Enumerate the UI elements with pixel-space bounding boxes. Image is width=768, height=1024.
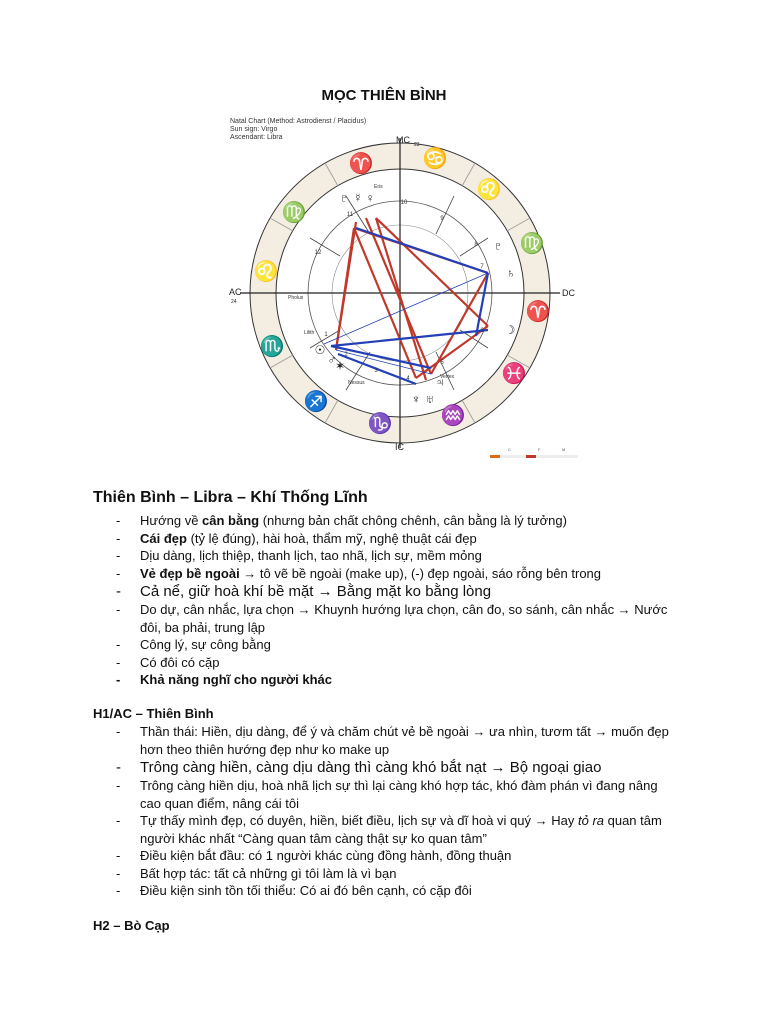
list-item: - Khả năng nghĩ cho người khác [0,671,680,689]
list-item: - Bất hợp tác: tất cả những gì tôi làm là vì bạn [0,865,680,883]
nessus-label: Nessus [348,380,365,386]
list-item: - Công lý, sự công bằng [0,636,680,654]
house-number: 6 [480,328,484,334]
lilith-label: Lilith [304,330,315,336]
house-number: 10 [400,200,408,206]
list-item: - Điều kiện sinh tồn tối thiểu: Có ai đó bên cạnh, có cặp đôi [0,882,680,900]
chart-meta-line: Ascendant: Libra [230,134,283,141]
chart-legend [490,447,578,458]
moon-glyph: ☽ [504,323,516,337]
list-item: - Hướng về cân bằng (nhưng bản chất chông chênh, cân bằng là lý tưởng) [0,512,680,530]
scorpio-glyph: ♏ [259,336,285,358]
house-number: 1 [324,332,328,338]
mercury-glyph: ☿ [353,191,363,205]
virgo2-glyph: ♍ [281,202,307,224]
libra-heading: Thiên Bình – Libra – Khí Thống Lĩnh [93,489,368,506]
legend-letter: C [508,447,511,452]
list-item: - Cái đẹp (tỷ lệ đúng), hài hoà, thẩm mỹ, nghệ thuật cái đẹp [0,530,680,548]
ac-degree: 24 [231,299,237,305]
capricorn-glyph: ♑ [367,413,393,435]
page-title: MỌC THIÊN BÌNH [321,87,447,104]
venus-glyph: ♀ [365,191,375,205]
ac-label: AC [229,287,242,297]
mars2-glyph: ♂ [327,353,337,367]
house-number: 11 [346,212,354,218]
house-number: 3 [374,368,378,374]
uranus-glyph: ♅ [425,392,435,406]
house-number: 2 [344,352,348,358]
legend-letter: F [538,447,541,452]
h1-heading: H1/AC – Thiên Bình [93,706,214,721]
list-item: - Do dự, cân nhắc, lựa chọn → Khuynh hướng lựa chọn, cân đo, so sánh, cân nhắc → Nước đôi, ba phải, trung lập [0,601,680,636]
house-number: 12 [314,250,322,256]
list-item: - Trông càng hiền, càng dịu dàng thì càng khó bắt nạt → Bộ ngoại giao [0,758,680,777]
virgo-glyph: ♍ [519,233,545,255]
libra-glyph: ♈ [525,301,551,323]
list-item: - Điều kiện bắt đầu: có 1 người khác cùng đồng hành, đồng thuận [0,847,680,865]
house-number: 4 [406,376,410,382]
house-number: 5 [440,360,444,366]
eris-label: Eris [374,184,383,190]
ic-label: IC [395,442,404,452]
house-number: 8 [474,242,478,248]
legend-letter: M [562,447,566,452]
chart-meta-line: Natal Chart (Method: Astrodienst / Placidus) [230,118,367,125]
house-number: 9 [440,216,444,222]
h2-heading: H2 – Bò Cạp [93,918,170,933]
h1-list [0,723,768,900]
aquarius-glyph: ♒ [440,405,466,427]
list-item: - Vẻ đẹp bề ngoài → tô vẽ bề ngoài (make up), (-) đẹp ngoài, sáo rỗng bên trong [0,565,680,583]
chart-meta-line: Sun sign: Virgo [230,126,278,133]
pluto2-glyph: ♇ [493,239,503,253]
list-item: - Có đôi có cặp [0,654,680,672]
vertex-label: Vertex [440,374,455,380]
natal-chart [226,118,582,458]
list-item: - Dịu dàng, lịch thiệp, thanh lịch, tao nhã, lịch sự, mềm mỏng [0,547,680,565]
list-item: - Thần thái: Hiền, dịu dàng, để ý và chăm chút vẻ bề ngoài → ưa nhìn, tươm tất → muốn đẹp hơn theo thiên hướng đẹp như ko make up [0,723,680,758]
leo2-glyph: ♌ [253,261,279,283]
mc-degree: 23 [414,142,420,148]
leo-glyph: ♌ [476,179,502,201]
pisces-glyph: ♓ [501,363,527,385]
mc-label: MC [396,135,410,145]
house-number: 7 [480,264,484,270]
star-glyph: ✶ [334,359,346,373]
neptune-glyph: ♆ [411,392,421,406]
pholus-label: Pholus [288,295,304,301]
cancer-glyph: ♋ [422,148,448,170]
libra-list [0,512,768,689]
dc-label: DC [562,288,575,298]
list-item: - Cả nể, giữ hoà khí bề mặt → Bằng mặt ko bằng lòng [0,582,680,601]
list-item: - Tự thấy mình đẹp, có duyên, hiền, biết điều, lịch sự và dĩ hoà vi quý → Hay tỏ ra quan tâm người khác nhất “Càng quan tâm càng thật sự ko quan tâm” [0,812,680,847]
chart-wheel [226,118,582,458]
jupiter-glyph: ♃ [435,375,445,389]
mars-glyph: ♄ [506,266,516,280]
pluto-glyph: ♇ [339,191,349,205]
list-item: - Trông càng hiền dịu, hoà nhã lịch sự thì lại càng khó hợp tác, khó đàm phán vì đang nâng cao quan điểm, nâng cái tôi [0,777,680,812]
sagittarius-glyph: ♐ [303,391,329,413]
sun-glyph: ☉ [314,343,326,357]
leo3-glyph: ♈ [348,153,374,175]
